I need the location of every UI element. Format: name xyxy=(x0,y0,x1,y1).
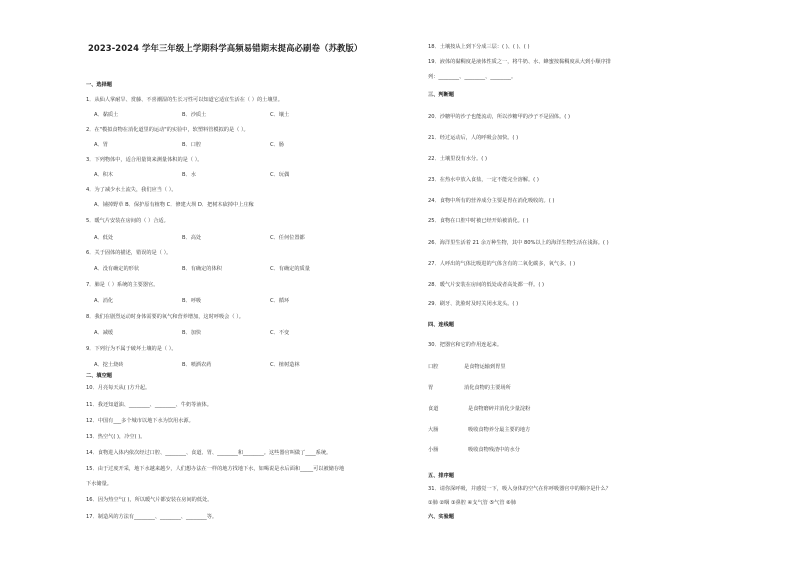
question-27: 27．人呼出的气体比吸进的气体含有的二氧化碳多，氧气多。( ) xyxy=(428,261,576,267)
option-8b: B．加快 xyxy=(182,330,202,336)
match-function: 吸收食物残渣中的水分 xyxy=(468,447,520,453)
match-organ: 胃 xyxy=(428,385,434,391)
option-8a: A．减缓 xyxy=(94,330,114,336)
question-2: 2．在"模拟食物在消化道里的运动"的实验中，软塑料管模拟的是（ ）。 xyxy=(86,127,249,133)
question-12: 12．中国有___多个城市以地下水为饮用水源。 xyxy=(86,418,194,424)
option-2a: A．胃 xyxy=(94,142,108,148)
question-1: 1．从仙人掌耐旱、赏藤、不喜潮湿的生长习性可以知道它适宜生活在（ ）的土壤里。 xyxy=(86,97,283,103)
question-15: 15．由于过度开采，地下水越来越少，人们想办法在一样的地方找地下水，如喝说是水后面和_____可以被储存地 xyxy=(86,466,345,472)
match-function: 是食物磨碎并消化少量淀粉 xyxy=(468,406,531,412)
question-29: 29．刷牙、洗脸时及时关闭水龙头。( ) xyxy=(428,301,519,307)
question-18: 18．土壤按从上到下分成三层：( )、( )、( ) xyxy=(428,44,530,50)
question-11: 11．我还知道油、________、________、牛奶等液体。 xyxy=(86,402,212,408)
option-6b: B．有确定的体积 xyxy=(182,266,222,272)
question-30: 30．把器官和它的作用连起来。 xyxy=(428,342,503,348)
question-3: 3．下列物体中，适合用量筒来测量体积的是（ ）。 xyxy=(86,157,203,163)
match-organ: 食道 xyxy=(428,406,439,412)
page-title: 2023-2024 学年三年级上学期科学高频易错期末提高必刷卷（苏教版） xyxy=(88,43,363,53)
question-31: 31．请你深呼吸，并感觉一下，吸入身体的空气在你呼吸器官中的顺序是什么？ xyxy=(428,486,611,492)
question-7: 7．肺是（ ）系统的主要器官。 xyxy=(86,282,159,288)
question-31-options: ①肺 ②咽 ③鼻腔 ④支气管 ⑤气管 ⑥肺 xyxy=(428,500,517,506)
option-3c: C．玩偶 xyxy=(270,172,290,178)
question-9: 9．下列行为不属于破坏土壤的是（ ）。 xyxy=(86,346,177,352)
match-organ: 口腔 xyxy=(428,364,439,370)
question-14: 14．食物进入体内依次经过口腔、________、食道、胃、________和________。这些器官叫做了____系统。 xyxy=(86,450,332,456)
option-7c: C．循环 xyxy=(270,298,290,304)
option-3b: B．水 xyxy=(182,172,196,178)
question-15-cont: 下水储量。 xyxy=(86,481,112,487)
option-1c: C．壤土 xyxy=(270,112,290,118)
question-13: 13．热空气( )，冷空( )。 xyxy=(86,434,146,440)
section-heading-match: 四、连线题 xyxy=(428,322,454,328)
match-function: 是食物运输到胃里 xyxy=(464,364,506,370)
section-heading-experiment: 六、实验题 xyxy=(428,514,454,520)
match-organ: 大肠 xyxy=(428,427,439,433)
option-5b: B．高处 xyxy=(182,235,202,241)
question-19: 19．液体的黏稠度是液体性质之一，将牛奶、水、蜂蜜按黏稠度从大到小顺序排 xyxy=(428,59,611,65)
match-organ: 小肠 xyxy=(428,447,439,453)
question-22: 22．土壤里没有水分。( ) xyxy=(428,156,487,162)
option-1b: B．沙质土 xyxy=(182,112,207,118)
question-23: 23．在热水中放入食盐，一定不能完全溶解。( ) xyxy=(428,177,539,183)
section-heading-order: 五、排序题 xyxy=(428,473,454,479)
question-21: 21．经过运动后，人的呼吸会加快。( ) xyxy=(428,135,519,141)
option-9a: A．挖土烧砖 xyxy=(94,362,124,368)
question-17: 17．制造风的方法有________、________、________等。 xyxy=(86,514,218,520)
option-3a: A．积木 xyxy=(94,172,114,178)
question-8: 8．我们在剧烈运动时身体需要的氧气和营养增加，这时呼吸会（ ）。 xyxy=(86,314,244,320)
question-28: 28．暖气片安装在房间的低处或者高处都一样。( ) xyxy=(428,282,545,288)
option-7a: A．消化 xyxy=(94,298,114,304)
option-8c: C．不变 xyxy=(270,330,290,336)
option-6a: A．没有确定的形状 xyxy=(94,266,140,272)
question-26: 26．海洋里生活着 21 余万种生物，其中 80%以上的海洋生物生活在浅海。( ) xyxy=(428,240,609,246)
question-5: 5．暖气片安装在房间的（ ）合适。 xyxy=(86,218,169,224)
option-7b: B．呼吸 xyxy=(182,298,202,304)
option-5a: A．低处 xyxy=(94,235,114,241)
section-heading-judge: 三、判断题 xyxy=(428,92,454,98)
question-16: 16．因为热空气( )，所以暖气片都安装在房间的低处。 xyxy=(86,497,213,503)
question-24: 24．食物中所有的营养成分主要是胃在消化吸收的。( ) xyxy=(428,198,555,204)
question-6: 6．关于固体的描述，错误的是（ ）。 xyxy=(86,250,172,256)
section-heading-fill: 二、填空题 xyxy=(86,373,112,379)
match-function: 吸收食物养分最主要的地方 xyxy=(468,427,531,433)
question-20: 20．沙糖甲的沙子也能流动，所以沙糖甲的沙子不是固体。( ) xyxy=(428,114,570,120)
question-4: 4．为了减少水土流失，我们应当（ ）。 xyxy=(86,187,177,193)
question-10: 10．月亮每天从( )方升起。 xyxy=(86,385,151,391)
option-9b: B．喷洒农药 xyxy=(182,362,212,368)
question-19-cont: 列：________、________、________。 xyxy=(428,74,517,80)
question-25: 25．食物在口腔中时被已经开始被消化。( ) xyxy=(428,218,529,224)
option-5c: C．任何位置都 xyxy=(270,235,305,241)
section-heading-choice: 一、选择题 xyxy=(86,82,112,88)
option-9c: C．植树造林 xyxy=(270,362,300,368)
option-2c: C．肠 xyxy=(270,142,284,148)
match-function: 消化食物的主要场所 xyxy=(464,385,511,391)
option-1a: A．黏质土 xyxy=(94,112,119,118)
option-4: A．铺掉野草 B．保护原有植物 C．修建大坝 D．把树木砍掉中上庄稼 xyxy=(94,202,254,208)
option-6c: C．有确定的质量 xyxy=(270,266,310,272)
option-2b: B．口腔 xyxy=(182,142,202,148)
